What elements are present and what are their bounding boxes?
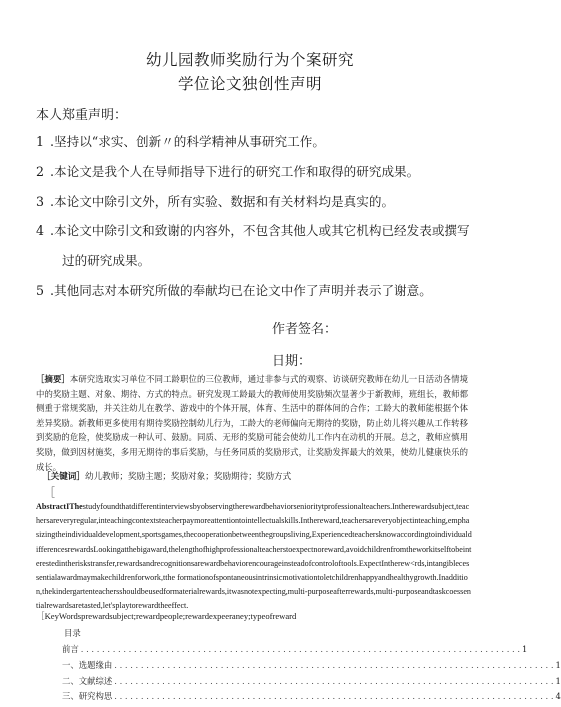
declaration-item-number: 3 xyxy=(36,194,45,209)
declaration-item-text: .本论文中除引文外，所有实验、数据和有关材料均是真实的。 xyxy=(50,194,395,209)
declaration-item-4 xyxy=(36,217,476,245)
declaration-heading: 本人郑重声明： xyxy=(36,108,128,123)
toc-leader-dots: . . . . . . . . . . . . . . . . . . . . . . . . . . . . . . . . . . . . . . . . . . . . . . . . . . . . . . . . . . . . . . . . . . . . . . . . . . . . . . . . . . . xyxy=(80,644,521,654)
toc-heading: 目录 xyxy=(64,628,81,638)
declaration-item-number: 5 xyxy=(36,283,45,298)
toc-item-label: 一、选题缘由 xyxy=(62,660,113,670)
declaration-item-number: 2 xyxy=(36,164,45,179)
toc-leader-dots: . . . . . . . . . . . . . . . . . . . . . . . . . . . . . . . . . . . . . . . . . . . . . . . . . . . . . . . . . . . . . . . . . . . . . . . . . . . . . . . . . . . xyxy=(114,676,554,686)
toc-item-page: 1 xyxy=(555,676,561,686)
declaration-item-5 xyxy=(36,277,476,305)
declaration-item-text: .本论文中除引文和致谢的内容外，不包含其他人或其它机构已经发表或撰写 xyxy=(50,223,470,238)
toc-leader-dots: . . . . . . . . . . . . . . . . . . . . . . . . . . . . . . . . . . . . . . . . . . . . . . . . . . . . . . . . . . . . . . . . . . . . . . . . . . . . . . . . . . . xyxy=(114,691,554,701)
toc-item-label: 二、文献综述 xyxy=(62,676,113,686)
declaration-item-text: .其他同志对本研究所做的奉献均已在论文中作了声明并表示了谢意。 xyxy=(50,283,432,298)
abstract-english xyxy=(36,500,472,614)
document-subtitle: 学位论文独创性声明 xyxy=(177,75,322,93)
toc-item-page: 1 xyxy=(555,660,561,670)
declaration-item-text: .本论文是我个人在导师指导下进行的研究工作和取得的研究成果。 xyxy=(50,164,420,179)
keywords-chinese xyxy=(42,470,291,482)
keywords-label: ［关键词］ xyxy=(42,472,85,482)
declaration-item-1 xyxy=(36,128,476,156)
keywords-en-label: ［KeyWords xyxy=(36,611,82,621)
declaration-item-4-continuation: 过的研究成果。 xyxy=(62,253,151,268)
toc-item-label: 三、研究构思 xyxy=(62,691,113,701)
declaration-item-3 xyxy=(36,188,476,216)
date-label: 日期： xyxy=(272,354,312,369)
abstract-en-label: AbstractIThe xyxy=(36,502,83,511)
toc-leader-dots: . . . . . . . . . . . . . . . . . . . . . . . . . . . . . . . . . . . . . . . . . . . . . . . . . . . . . . . . . . . . . . . . . . . . . . . . . . . . . . . . . . . xyxy=(114,660,554,670)
keywords-text: 幼儿教师；奖励主题；奖励对象；奖励期待；奖励方式 xyxy=(84,472,292,482)
toc-item[interactable] xyxy=(62,690,561,702)
keywords-english xyxy=(36,610,296,622)
author-signature-label: 作者签名： xyxy=(272,322,338,337)
declaration-item-text: .坚持以“求实、创新〃的科学精神从事研究工作。 xyxy=(50,134,325,149)
abstract-en-text: studyfoundthatdifferentinterviewsbyobservingtherewardbehaviorsenioritytprofessionalteachers.Intherewardsubject,teachersareveryregular,inteachingcontextsteacherpaymoreattentiontointellectualskills.Inthereward,teachersareveryobjectinteaching,emphasizingtheindividualdevelopment,sportsgames,thecooperationbetweenthegroupsliving,ExperiencedteachersknowaccordingtoindividualdifferencesrewardsLookingatthebigaward,thelengthofhighprofessionalteacherstoexpectnoreward,avoidchildrenfromtheworkitselftobeinterestedintheriskstransfer,rewardsandrecognitionsarewardbehaviorencourageinsteadofcontroloftools.ExpectIntherew<rds,intangiblecessentialawardmaymakechildrenforwork,tthe formationofspontaneousintrinsicmotivationtoletchildrenhappyandhealthygrowth.Inaddition,thekindergartenteachersshouldbeusedformaterialrewards,itwasnotexpecting,multi-purposeafterrewards,multi-purposeandtaskcoessentialrewardsaretasted,let'splaytorewardtheeffect. xyxy=(36,502,472,611)
toc-item[interactable] xyxy=(62,675,561,687)
toc-item[interactable] xyxy=(62,659,561,671)
abstract-chinese xyxy=(36,372,468,474)
abstract-label: ［摘要］ xyxy=(36,374,70,384)
toc-item-label: 前言 xyxy=(62,644,79,654)
bracket-line: ［ xyxy=(44,486,55,499)
declaration-item-number: 1 xyxy=(36,134,45,149)
declaration-item-number: 4 xyxy=(36,223,45,238)
abstract-text: 本研究选取实习单位不同工龄职位的三位教师，通过非参与式的观察、访谈研究教师在幼儿一日活动各情境中的奖励主题、对象、期待、方式的特点。研究发现工龄最大的教师使用奖励频次显著少于新教师，班组长，教师都侧重于常规奖励，并关注幼儿在教学、游戏中的个体开展，体育、生活中的群体间的合作；工龄大的教师能根据个体差异奖励。新教师更多使用有期待奖励控制幼儿行为，工龄大的老师偏向无期待的奖励，防止幼儿将兴趣从工作转移到奖励的危险，使奖励成一种认可、鼓励。同质、无形的奖励可能会使幼儿工作内在动机的开展。总之，教师应慎用奖励，做到因材施奖，多用无期待的事后奖励，与任务同质的奖励形式，让奖励发挥最大的效果，使幼儿健康快乐的成长。 xyxy=(36,374,468,472)
toc-item[interactable] xyxy=(62,643,528,655)
declaration-item-2 xyxy=(36,158,476,186)
toc-item-page: 1 xyxy=(522,644,528,654)
document-title: 幼儿园教师奖励行为个案研究 xyxy=(145,51,354,69)
toc-item-page: 4 xyxy=(555,691,561,701)
keywords-en-text: prewardsubject;rewardpeople;rewardexpeeraney;typeofreward xyxy=(81,611,297,621)
